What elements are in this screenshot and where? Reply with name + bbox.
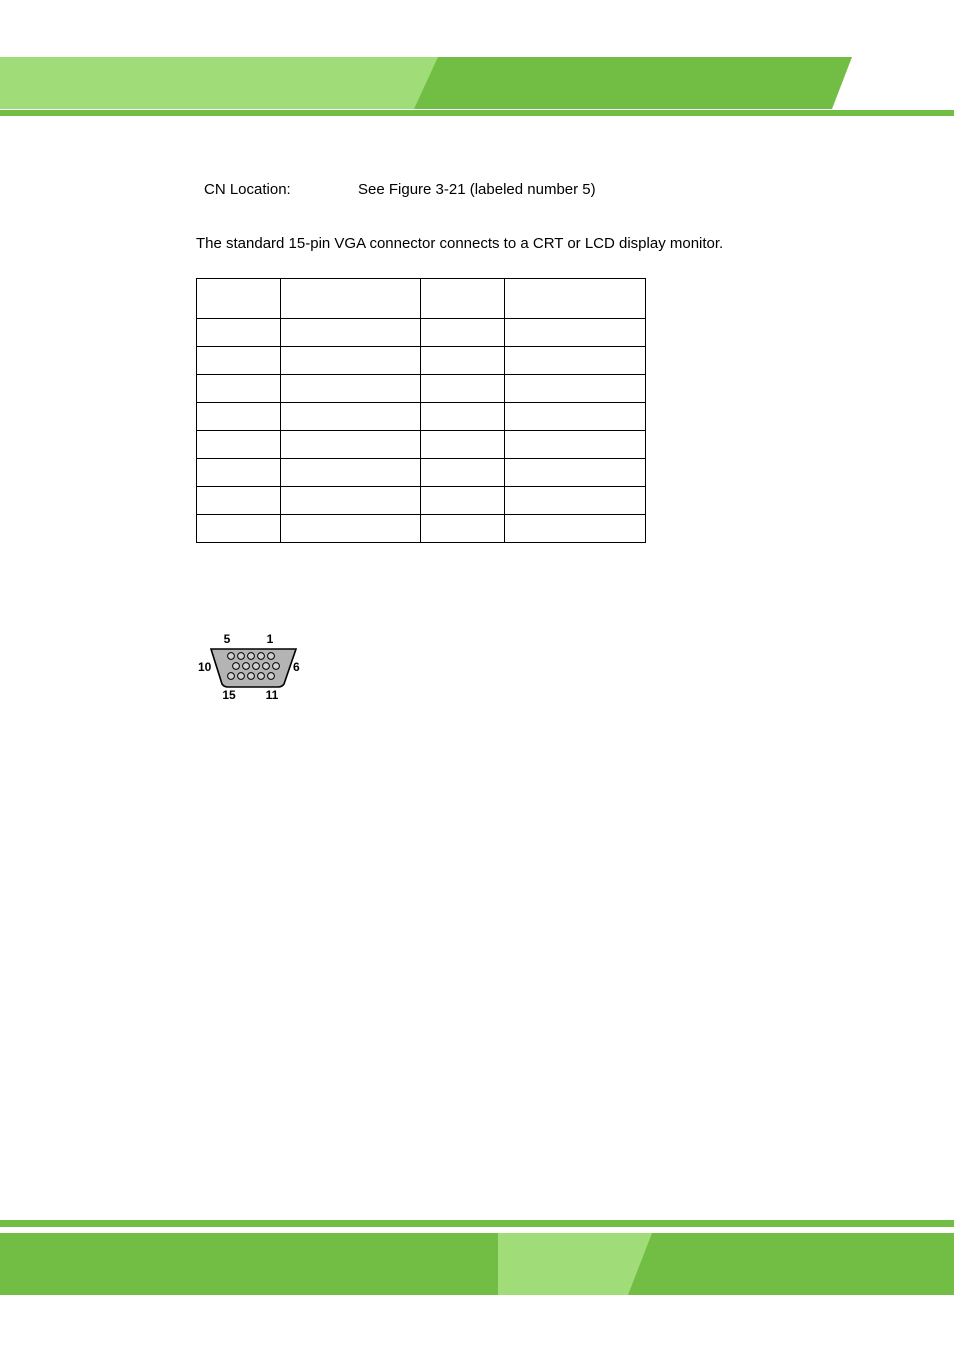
table-cell xyxy=(281,515,421,543)
table-cell xyxy=(421,279,505,319)
table-row xyxy=(197,403,646,431)
table-row xyxy=(197,431,646,459)
pin-label-5: 5 xyxy=(223,632,231,646)
table-cell xyxy=(505,279,646,319)
intro-paragraph: The standard 15-pin VGA connector connects to a CRT or LCD display monitor. xyxy=(196,235,724,252)
table-cell xyxy=(281,375,421,403)
table-cell xyxy=(421,431,505,459)
header-band xyxy=(0,0,954,118)
vga-pinout-table xyxy=(196,278,646,543)
table-cell xyxy=(505,515,646,543)
table-cell xyxy=(505,403,646,431)
cn-location-label: CN Location: xyxy=(204,181,291,198)
cn-location-value: See Figure 3-21 (labeled number 5) xyxy=(358,181,596,198)
pin-label-1: 1 xyxy=(266,632,274,646)
table-cell xyxy=(197,319,281,347)
table-cell xyxy=(281,347,421,375)
table-cell xyxy=(197,279,281,319)
table-cell xyxy=(281,403,421,431)
table-cell xyxy=(505,459,646,487)
table-cell xyxy=(197,515,281,543)
table-cell xyxy=(197,347,281,375)
table-cell xyxy=(281,431,421,459)
table-header-row xyxy=(197,279,646,319)
vga-db15-connector-icon xyxy=(194,628,306,706)
table-cell xyxy=(421,487,505,515)
table-cell xyxy=(421,319,505,347)
table-cell xyxy=(421,515,505,543)
table-cell xyxy=(281,279,421,319)
table-cell xyxy=(281,459,421,487)
table-cell xyxy=(197,403,281,431)
table-cell xyxy=(505,347,646,375)
table-row xyxy=(197,347,646,375)
table-cell xyxy=(421,403,505,431)
pin-label-11: 11 xyxy=(265,688,279,702)
pin-label-10: 10 xyxy=(198,660,212,674)
table-cell xyxy=(505,487,646,515)
table-row xyxy=(197,459,646,487)
table-cell xyxy=(505,431,646,459)
table-cell xyxy=(421,347,505,375)
table-cell xyxy=(281,319,421,347)
table-row xyxy=(197,319,646,347)
table-row xyxy=(197,515,646,543)
table-cell xyxy=(505,375,646,403)
table-cell xyxy=(505,319,646,347)
table-cell xyxy=(421,375,505,403)
table-cell xyxy=(197,375,281,403)
table-row xyxy=(197,487,646,515)
table-cell xyxy=(197,459,281,487)
pin-label-6: 6 xyxy=(293,660,300,674)
table-row xyxy=(197,375,646,403)
table-cell xyxy=(281,487,421,515)
table-cell xyxy=(421,459,505,487)
pin-label-15: 15 xyxy=(222,688,236,702)
table-cell xyxy=(197,487,281,515)
table-cell xyxy=(197,431,281,459)
footer-band xyxy=(0,1218,954,1298)
